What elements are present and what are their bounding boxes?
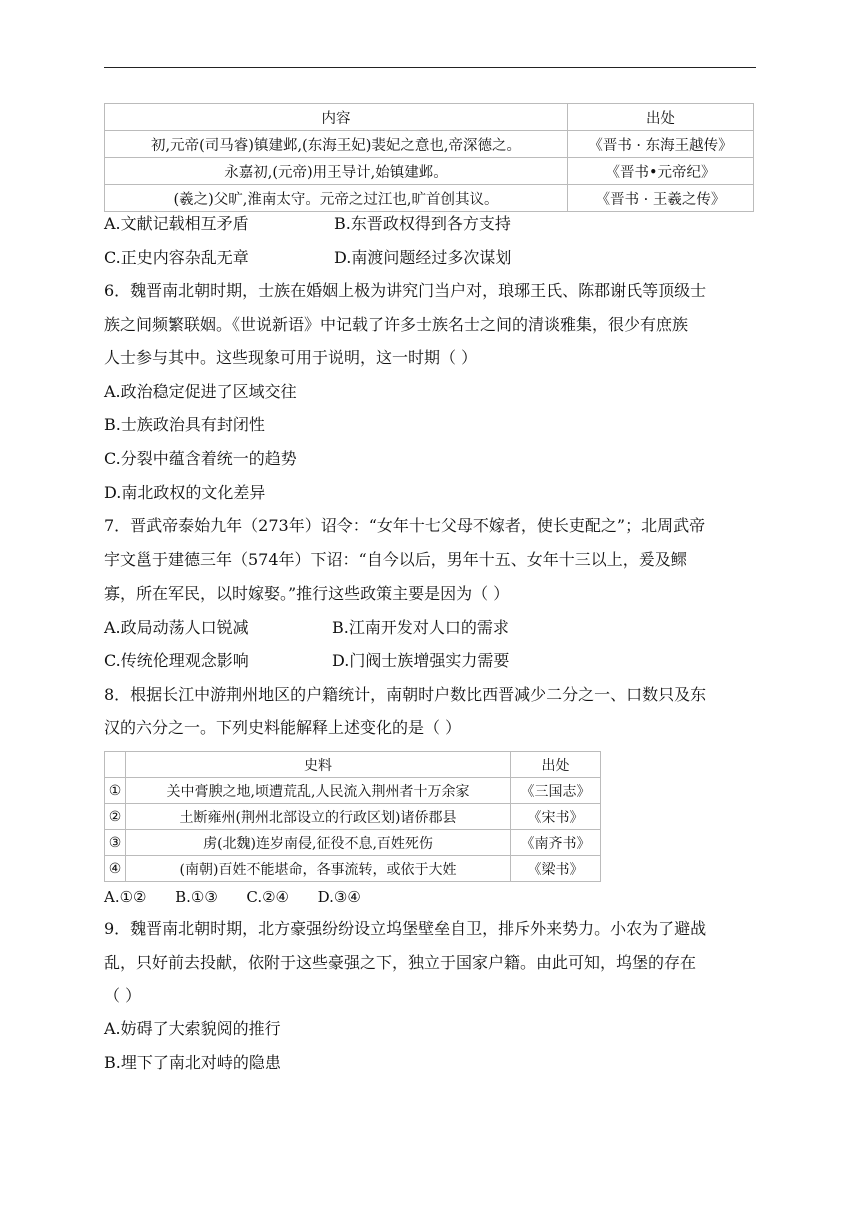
- q6-option-a[interactable]: A.政治稳定促进了区域交往: [104, 382, 297, 401]
- content-cell: 土断雍州(荆州北部设立的行政区划)诸侨郡县: [126, 804, 511, 830]
- table-row: [105, 185, 754, 212]
- q7-option-c[interactable]: C.传统伦理观念影响: [104, 651, 249, 670]
- q9-stem-line: 乱，只好前去投献，依附于这些豪强之下，独立于国家户籍。由此可知，坞堡的存在: [104, 953, 697, 972]
- table-header-row: [105, 104, 754, 131]
- content-cell: (羲之)父旷,淮南太守。元帝之过江也,旷首创其议。: [105, 185, 568, 212]
- q9-option-b[interactable]: B.埋下了南北对峙的隐患: [104, 1053, 281, 1072]
- q8-stem-line: 汉的六分之一。下列史料能解释上述变化的是（ ）: [104, 718, 462, 737]
- source-table-2: [104, 751, 601, 882]
- source-cell: 《晋书 · 王羲之传》: [568, 185, 754, 212]
- table-row: [105, 778, 601, 804]
- q8-options[interactable]: A.①② B.①③ C.②④ D.③④: [104, 888, 361, 906]
- content-cell: (南朝)百姓不能堪命，各事流转，或依于大姓: [126, 856, 511, 882]
- number-cell: ③: [105, 830, 126, 856]
- source-cell: 《晋书•元帝纪》: [568, 158, 754, 185]
- source-cell: 《南齐书》: [511, 830, 601, 856]
- q9-stem-line: （ ）: [104, 986, 142, 1005]
- q9-option-a[interactable]: A.妨碍了大索貌阅的推行: [104, 1019, 281, 1038]
- content-cell: 虏(北魏)连岁南侵,征役不息,百姓死伤: [126, 830, 511, 856]
- q5-option-c[interactable]: C.正史内容杂乱无章: [104, 248, 249, 267]
- column-header: 出处: [568, 104, 754, 131]
- header-rule: [104, 67, 756, 68]
- number-cell: ②: [105, 804, 126, 830]
- q8-stem-line: 8．根据长江中游荆州地区的户籍统计，南朝时户数比西晋减少二分之一、口数只及东: [104, 685, 707, 704]
- content-cell: 初,元帝(司马睿)镇建邺,(东海王妃)裴妃之意也,帝深德之。: [105, 131, 568, 158]
- content-cell: 永嘉初,(元帝)用王导计,始镇建邺。: [105, 158, 568, 185]
- q7-option-a[interactable]: A.政局动荡人口锐减: [104, 618, 249, 637]
- q5-option-a[interactable]: A.文献记载相互矛盾: [104, 214, 249, 233]
- source-cell: 《晋书 · 东海王越传》: [568, 131, 754, 158]
- source-cell: 《梁书》: [511, 856, 601, 882]
- q7-stem-line: 7．晋武帝泰始九年（273年）诏令：“女年十七父母不嫁者，使长吏配之”；北周武帝: [104, 516, 706, 535]
- q9-stem-line: 9．魏晋南北朝时期，北方豪强纷纷设立坞堡壁垒自卫，排斥外来势力。小农为了避战: [104, 919, 707, 938]
- q7-option-b[interactable]: B.江南开发对人口的需求: [332, 618, 509, 637]
- table-row: [105, 804, 601, 830]
- q7-stem-line: 宇文邕于建德三年（574年）下诏：“自今以后，男年十五、女年十三以上，爰及鳏: [104, 550, 687, 569]
- column-header: 内容: [105, 104, 568, 131]
- q5-option-b[interactable]: B.东晋政权得到各方支持: [334, 214, 511, 233]
- content-cell: 关中膏腴之地,顷遭荒乱,人民流入荆州者十万余家: [126, 778, 511, 804]
- q7-stem-line: 寡，所在军民，以时嫁娶。”推行这些政策主要是因为（ ）: [104, 584, 510, 603]
- q6-option-c[interactable]: C.分裂中蕴含着统一的趋势: [104, 449, 297, 468]
- column-header: 出处: [511, 752, 601, 778]
- q6-option-d[interactable]: D.南北政权的文化差异: [104, 483, 266, 502]
- table-row: [105, 158, 754, 185]
- source-table-1: [104, 103, 754, 212]
- column-header: 史料: [126, 752, 511, 778]
- number-cell: ①: [105, 778, 126, 804]
- q6-stem-line: 族之间频繁联姻。《世说新语》中记载了许多士族名士之间的清谈雅集，很少有庶族: [104, 315, 689, 334]
- table-header-row: [105, 752, 601, 778]
- table-row: [105, 856, 601, 882]
- q6-stem-line: 人士参与其中。这些现象可用于说明，这一时期（ ）: [104, 348, 478, 367]
- source-cell: 《宋书》: [511, 804, 601, 830]
- q7-option-d[interactable]: D.门阀士族增强实力需要: [332, 651, 510, 670]
- q6-option-b[interactable]: B.士族政治具有封闭性: [104, 415, 265, 434]
- number-cell: ④: [105, 856, 126, 882]
- number-header: [105, 752, 126, 778]
- q6-stem-line: 6．魏晋南北朝时期，士族在婚姻上极为讲究门当户对，琅琊王氏、陈郡谢氏等顶级士: [104, 281, 707, 300]
- table-row: [105, 830, 601, 856]
- table-row: [105, 131, 754, 158]
- source-cell: 《三国志》: [511, 778, 601, 804]
- q5-option-d[interactable]: D.南渡问题经过多次谋划: [334, 248, 512, 267]
